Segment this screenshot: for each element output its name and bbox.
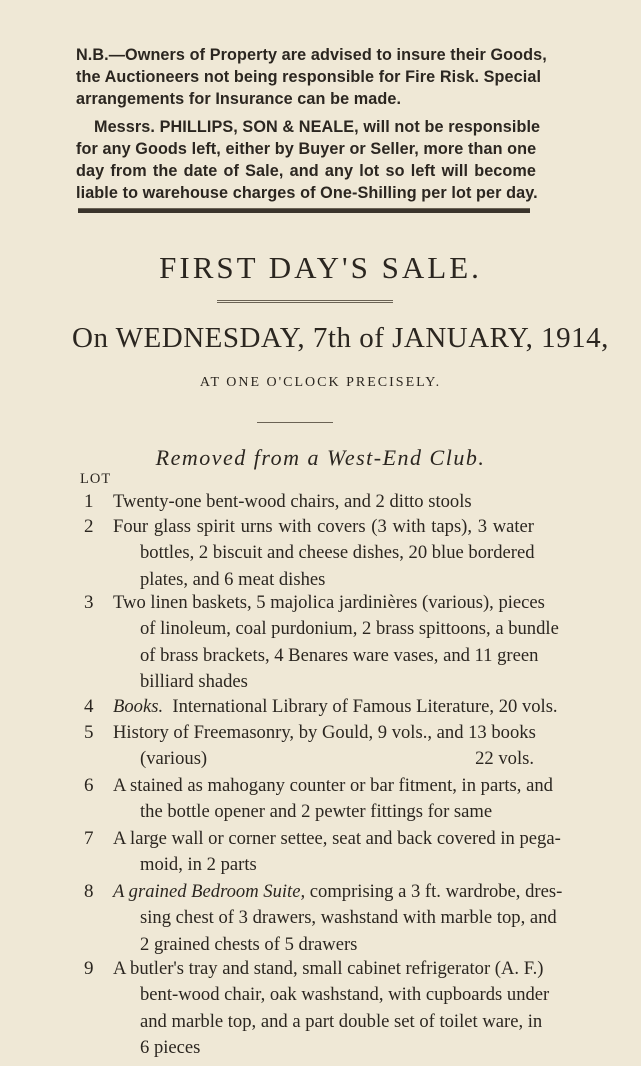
- lot-line: moid, in 2 parts: [140, 854, 257, 876]
- lot-number: 8: [84, 881, 94, 902]
- insurance-notice: [76, 44, 547, 110]
- notice-line: for any Goods left, either by Buyer or Seller, more than one: [76, 140, 537, 158]
- lot-number: 5: [84, 722, 94, 743]
- lot-description: [113, 590, 559, 696]
- lot-description: [113, 879, 563, 958]
- lot-line: A large wall or corner settee, seat and back covered in pega-: [113, 828, 561, 849]
- lot-line-text: comprising a 3 ft. wardrobe, dres-: [305, 881, 563, 902]
- lot-number: 7: [84, 828, 94, 849]
- lot-line: [113, 746, 534, 772]
- lot-line: plates, and 6 meat dishes: [140, 568, 326, 590]
- sale-title: FIRST DAY'S SALE.: [159, 250, 482, 285]
- notice-line: Messrs. PHILLIPS, SON & NEALE, will not be responsible: [94, 118, 541, 136]
- lot-description: [113, 694, 558, 720]
- thin-divider: [217, 300, 393, 303]
- lot-number: 6: [84, 775, 94, 796]
- lot-number: 3: [84, 592, 94, 613]
- notice-line: day from the date of Sale, and any lot so left will become: [76, 162, 536, 180]
- lot-line: Twenty-one bent-wood chairs, and 2 ditto stools: [113, 491, 472, 512]
- lot-line: bottles, 2 biscuit and cheese dishes, 20 blue bordered: [140, 542, 535, 564]
- heavy-divider: [78, 208, 530, 213]
- lot-line: A butler's tray and stand, small cabinet refrigerator (A. F.): [113, 958, 544, 979]
- lot-volume-count: 22 vols.: [475, 748, 534, 770]
- lot-line: [113, 879, 563, 905]
- notice-line: N.B.—Owners of Property are advised to insure their Goods,: [76, 46, 547, 64]
- lot-line-text: International Library of Famous Literature, 20 vols.: [163, 696, 558, 717]
- lot-line: Four glass spirit urns with covers (3 with taps), 3 water: [113, 516, 534, 537]
- responsibility-notice: [76, 116, 541, 204]
- lot-description: [113, 956, 550, 1062]
- lot-line: and marble top, and a part double set of toilet ware, in: [140, 1010, 543, 1032]
- short-divider: [257, 422, 333, 423]
- sale-time: AT ONE O'CLOCK PRECISELY.: [199, 375, 442, 390]
- notice-line: the Auctioneers not being responsible for Fire Risk. Special: [76, 68, 542, 86]
- lot-line: sing chest of 3 drawers, washstand with marble top, and: [140, 907, 557, 929]
- notice-line: liable to warehouse charges of One-Shilling per lot per day.: [76, 184, 538, 202]
- lot-line: bent-wood chair, oak washstand, with cupboards under: [140, 984, 550, 1006]
- lot-line-text: (various): [140, 748, 208, 770]
- lot-number: 1: [84, 491, 94, 512]
- lot-line: 6 pieces: [140, 1037, 201, 1059]
- lot-line: the bottle opener and 2 pewter fittings for same: [140, 801, 493, 823]
- lot-number: 2: [84, 516, 94, 537]
- lot-line: [113, 694, 558, 720]
- lot-line: History of Freemasonry, by Gould, 9 vols., and 13 books: [113, 722, 536, 743]
- lot-line: A stained as mahogany counter or bar fitment, in parts, and: [113, 775, 553, 796]
- lot-italic-lead: A grained Bedroom Suite,: [113, 881, 306, 902]
- lot-column-header: LOT: [80, 471, 112, 487]
- lot-line: of brass brackets, 4 Benares ware vases, and 11 green: [140, 644, 539, 666]
- lot-number: 4: [84, 696, 94, 717]
- lot-description: [113, 826, 561, 879]
- lot-line: billiard shades: [140, 671, 248, 693]
- lot-description: [113, 489, 534, 515]
- lot-line: 2 grained chests of 5 drawers: [140, 933, 358, 955]
- lot-line: Two linen baskets, 5 majolica jardinières (various), pieces: [113, 592, 545, 613]
- lot-description: [113, 773, 553, 826]
- notice-line: arrangements for Insurance can be made.: [76, 90, 402, 108]
- provenance-line: Removed from a West-End Club.: [155, 445, 486, 470]
- sale-date: On WEDNESDAY, 7th of JANUARY, 1914,: [72, 322, 609, 354]
- lot-italic-lead: Books.: [113, 696, 164, 717]
- lot-line: of linoleum, coal purdonium, 2 brass spittoons, a bundle: [140, 618, 559, 640]
- lot-description: [113, 514, 534, 593]
- lot-number: 9: [84, 958, 94, 979]
- lot-description: [113, 720, 534, 773]
